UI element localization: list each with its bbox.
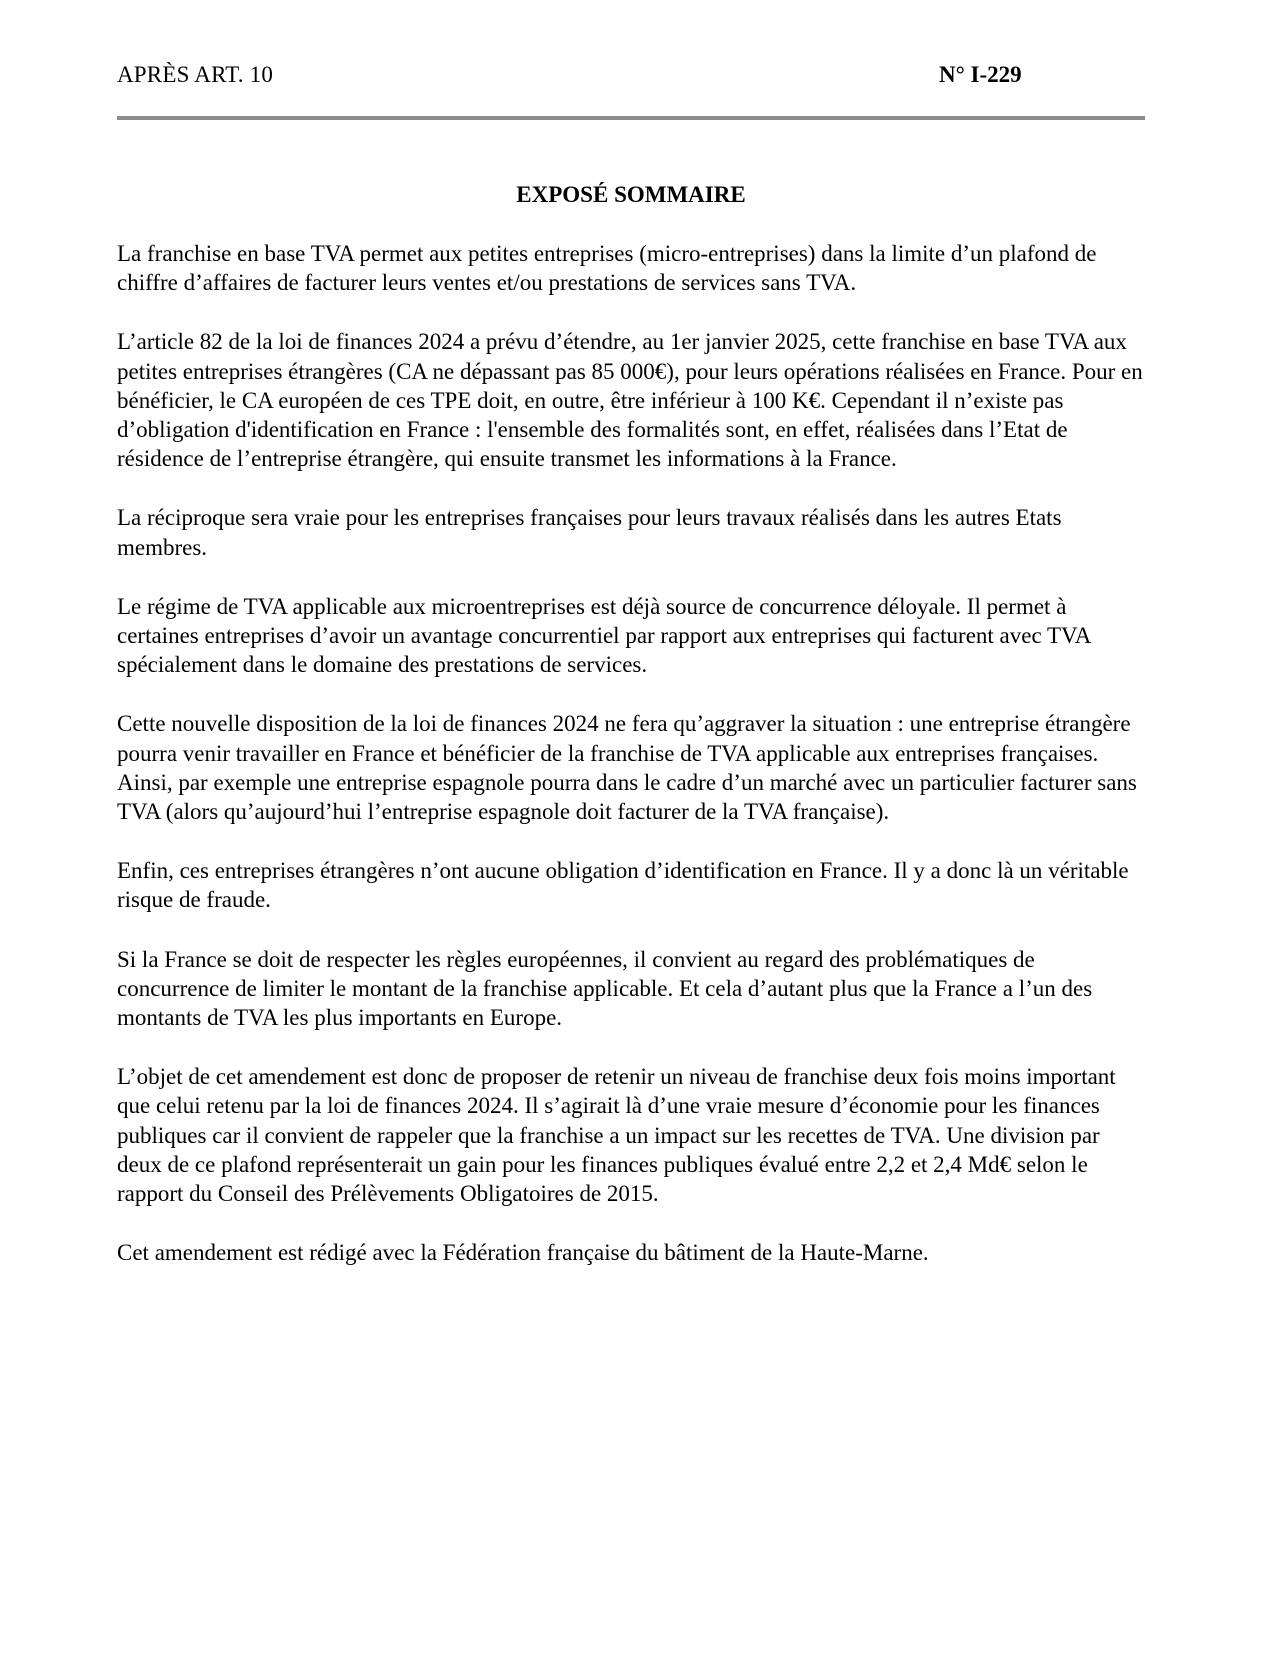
document-body — [117, 239, 1145, 1297]
paragraph: L’objet de cet amendement est donc de proposer de retenir un niveau de franchise deux fois moins important que celui retenu par la loi de finances 2024. Il s’agirait là d’une vraie mesure d’économie pour les finances publiques car il convient de rappeler que la franchise a un impact sur les recettes de TVA. Une division par deux de ce plafond représenterait un gain pour les finances publiques évalué entre 2,2 et 2,4 Md€ selon le rapport du Conseil des Prélèvements Obligatoires de 2015. — [117, 1064, 1116, 1207]
paragraph: Cette nouvelle disposition de la loi de finances 2024 ne fera qu’aggraver la situation : une entreprise étrangère pourra venir travailler en France et bénéficier de la franchise de TVA applicable aux entreprises françaises. Ainsi, par exemple une entreprise espagnole pourra dans le cadre d’un marché avec un particulier facturer sans TVA (alors qu’aujourd’hui l’entreprise espagnole doit facturer de la TVA française). — [117, 711, 1137, 825]
header-divider — [117, 116, 1145, 120]
paragraph: Enfin, ces entreprises étrangères n’ont aucune obligation d’identification en France. Il y a donc là un véritable risque de fraude. — [117, 858, 1129, 913]
paragraph: La franchise en base TVA permet aux petites entreprises (micro-entreprises) dans la limite d’un plafond de chiffre d’affaires de facturer leurs ventes et/ou prestations de services sans TVA. — [117, 241, 1097, 296]
article-reference: APRÈS ART. 10 — [117, 62, 274, 87]
paragraph: La réciproque sera vraie pour les entreprises françaises pour leurs travaux réalisés dans les autres Etats membres. — [117, 505, 1062, 560]
paragraph: Le régime de TVA applicable aux microentreprises est déjà source de concurrence déloyale. Il permet à certaines entreprises d’avoir un avantage concurrentiel par rapport aux entreprises qui facturent avec TVA spécialement dans le domaine des prestations de services. — [117, 593, 1091, 678]
section-title: EXPOSÉ SOMMAIRE — [516, 182, 746, 207]
paragraph: Si la France se doit de respecter les règles européennes, il convient au regard des problématiques de concurrence de limiter le montant de la franchise applicable. Et cela d’autant plus que la France a l’un des montants de TVA les plus importants en Europe. — [117, 946, 1093, 1031]
paragraph: Cet amendement est rédigé avec la Fédération française du bâtiment de la Haute-Marne. — [117, 1240, 929, 1266]
paragraph: L’article 82 de la loi de finances 2024 a prévu d’étendre, au 1er janvier 2025, cette franchise en base TVA aux petites entreprises étrangères (CA ne dépassant pas 85 000€), pour leurs opérations réalisées en France. Pour en bénéficier, le CA européen de ces TPE doit, en outre, être inférieur à 100 K€. Cependant il n’existe pas d’obligation d'identification en France : l'ensemble des formalités sont, en effet, réalisées dans l’Etat de résidence de l’entreprise étrangère, qui ensuite transmet les informations à la France. — [117, 329, 1143, 472]
amendment-number: N° I-229 — [939, 62, 1022, 87]
page-header — [117, 58, 1031, 92]
